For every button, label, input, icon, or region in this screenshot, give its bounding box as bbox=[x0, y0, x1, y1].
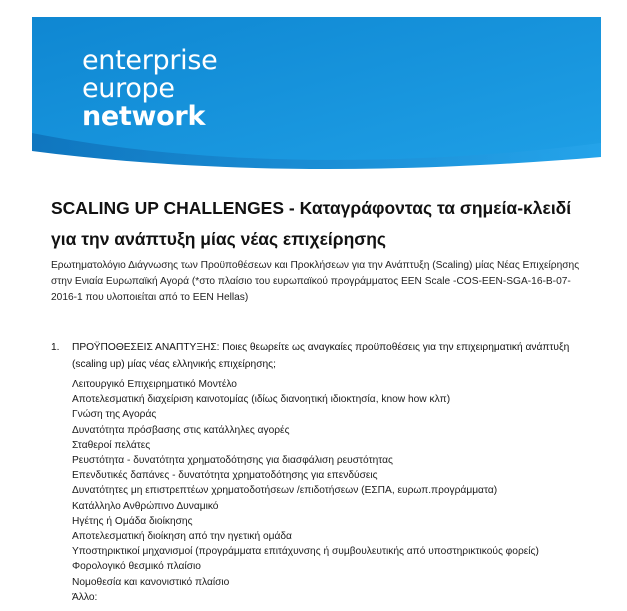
option-item[interactable]: Επενδυτικές δαπάνες - δυνατότητα χρηματοδότησης για επενδύσεις bbox=[72, 470, 378, 482]
question-text: ΠΡΟΫΠΟΘΕΣΕΙΣ ΑΝΑΠΤΥΞΗΣ: Ποιες θεωρείτε ως αναγκαίες προϋποθέσεις για την επιχειρηματική ανάπτυξη (scaling up) μίας νέας ελληνικής επιχείρησης; bbox=[72, 342, 570, 370]
enterprise-europe-network-logo bbox=[82, 47, 217, 131]
option-item[interactable]: Σταθεροί πελάτες bbox=[72, 439, 151, 451]
option-item[interactable]: Γνώση της Αγοράς bbox=[72, 409, 157, 421]
option-item[interactable]: Άλλο: bbox=[72, 591, 98, 603]
document-subtitle: Ερωτηματολόγιο Διάγνωσης των Προϋποθέσεων και Προκλήσεων για την Ανάπτυξη (Scaling) μίας Νέας Επιχείρησης στην Ενιαία Ευρωπαϊκή Αγορά (*στο πλαίσιο του ευρωπαϊκού προγράμματος ΕΕΝ Scale -COS-EEN-SGA-16-B-07-2016-1 που υλοποιείται από το ΕΕΝ Hellas) bbox=[51, 260, 580, 303]
option-item[interactable]: Λειτουργικό Επιχειρηματικό Μοντέλο bbox=[72, 379, 237, 390]
option-item[interactable]: Νομοθεσία και κανονιστικό πλαίσιο bbox=[72, 576, 230, 588]
option-item[interactable]: Ηγέτης ή Ομάδα διοίκησης bbox=[72, 515, 193, 527]
option-item[interactable]: Δυνατότητες μη επιστρεπτέων χρηματοδοτήσεων /επιδοτήσεων (ΕΣΠΑ, ευρωπ.προγράμματα) bbox=[72, 485, 498, 497]
option-item[interactable]: Αποτελεσματική διοίκηση από την ηγετική ομάδα bbox=[72, 531, 292, 543]
option-item[interactable]: Φορολογικό θεσμικό πλαίσιο bbox=[72, 561, 201, 573]
header-banner bbox=[32, 17, 601, 171]
document-title: SCALING UP CHALLENGES - Καταγράφοντας τα σημεία-κλειδί για την ανάπτυξη μίας νέας επιχείρησης bbox=[51, 198, 572, 249]
logo-line-3: network bbox=[82, 101, 206, 132]
logo-line-1: enterprise bbox=[82, 45, 218, 76]
option-item[interactable]: Δυνατότητα πρόσβασης στις κατάλληλες αγορές bbox=[72, 424, 290, 436]
logo-line-2: europe bbox=[82, 73, 175, 104]
options-list bbox=[72, 377, 612, 605]
option-item[interactable]: Ρευστότητα - δυνατότητα χρηματοδότησης για διασφάλιση ρευστότητας bbox=[72, 455, 393, 467]
question-number: 1. bbox=[51, 342, 60, 353]
option-item[interactable]: Υποστηρικτικοί μηχανισμοί (προγράμματα επιτάχυνσης ή συμβουλευτικής από υποστηρικτικούς φορείς) bbox=[72, 546, 539, 558]
option-item[interactable]: Κατάλληλο Ανθρώπινο Δυναμικό bbox=[72, 500, 219, 512]
option-item[interactable]: Αποτελεσματική διαχείριση καινοτομίας (ιδίως διανοητική ιδιοκτησία, know how κλπ) bbox=[72, 394, 451, 406]
